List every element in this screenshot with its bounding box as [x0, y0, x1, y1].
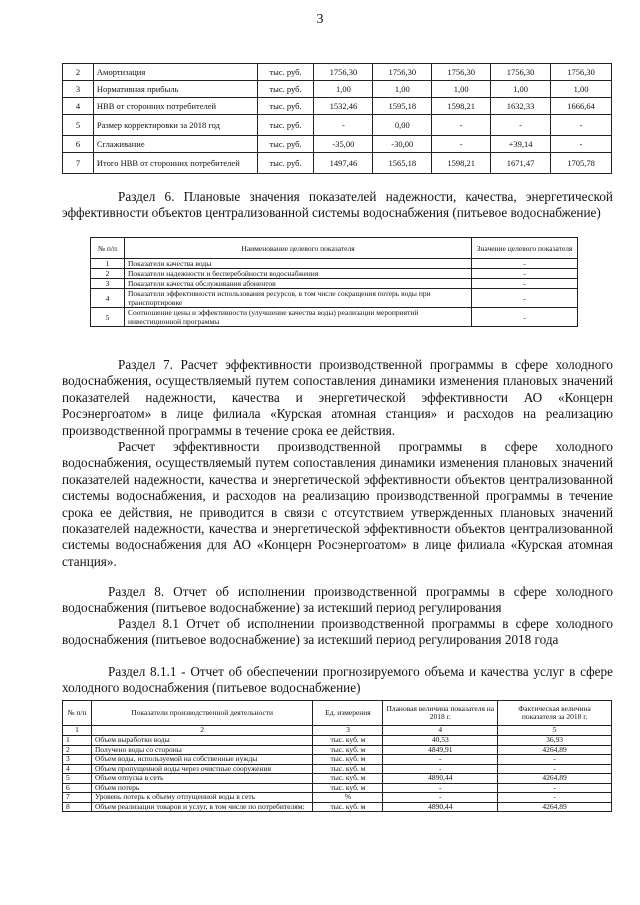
table-row: 2 Получено воды со стороны тыс. куб. м 4849,91 4264,89	[63, 745, 612, 755]
table-header-row: № п/п Наименование целевого показателя Значение целевого показателя	[91, 238, 578, 259]
table-row: 6 Сглаживание тыс. руб. -35,00 -30,00 - +39,14 -	[63, 136, 612, 153]
table-row: 3 Нормативная прибыль тыс. руб. 1,00 1,00 1,00 1,00 1,00	[63, 81, 612, 98]
table-row: 3 Объем воды, используемой на собственные нужды тыс. куб. м - -	[63, 755, 612, 765]
table-row: 8 Объем реализации товаров и услуг, в том числе по потребителям: тыс. куб. м 4890,44 4264,89	[63, 802, 612, 812]
table-row: 4 Показатели эффективности использования ресурсов, в том числе сокращения потерь воды при транспортировке -	[91, 289, 578, 308]
table-row: 5 Размер корректировки за 2018 год тыс. руб. - 0,00 - - -	[63, 115, 612, 136]
table-row: 7 Итого НВВ от сторонних потребителей тыс. руб. 1497,46 1565,18 1598,21 1671,47 1705,78	[63, 153, 612, 174]
section8-1-1-title: Раздел 8.1.1 - Отчет об обеспечении прогнозируемого объема и качества услуг в сфере холодного водоснабжения (питьевое водоснабжение)	[62, 664, 613, 696]
table-row: 1 Показатели качества воды -	[91, 259, 578, 269]
table-row: 3 Показатели качества обслуживания абонентов -	[91, 279, 578, 289]
section8-1-title: Раздел 8.1 Отчет об исполнении производственной программы в сфере холодного водоснабжения (питьевое водоснабжение) за истекший период регулирования 2018 года	[62, 616, 613, 648]
target-indicators-table	[90, 237, 578, 327]
page-number: 3	[316, 12, 324, 27]
table-row: 2 Амортизация тыс. руб. 1756,30 1756,30 1756,30 1756,30 1756,30	[63, 64, 612, 81]
table-header-row: № п/п Показатели производственной деятельности Ед. измерения Плановая величина показателя на 2018 г. Фактическая величина показателя за 2018 г.	[63, 701, 612, 726]
section8-title: Раздел 8. Отчет об исполнении производственной программы в сфере холодного водоснабжения (питьевое водоснабжение) за истекший период регулирования	[62, 584, 613, 616]
table-row: 7 Уровень потерь к объему отпущенной воды в сеть % - -	[63, 793, 612, 803]
table-row: 6 Объем потерь тыс. куб. м - -	[63, 783, 612, 793]
table-row: 5 Объем отпуска в сеть тыс. куб. м 4890,44 4264,89	[63, 774, 612, 784]
section7-paragraph-1: Раздел 7. Расчет эффективности производственной программы в сфере холодного водоснабжения, осуществляемый путем сопоставления динамики изменения плановых значений показателей надежности, качества и энергетической эффективности АО «Концерн Росэнергоатом» в лице филиала «Курская атомная станция» и расходов на реализацию производственной программы в течение срока ее действия.	[62, 357, 613, 438]
production-report-table	[62, 700, 612, 812]
table-row: 4 Объем пропущенной воды через очистные сооружения тыс. куб. м - -	[63, 764, 612, 774]
table-row: 4 НВВ от сторонних потребителей тыс. руб. 1532,46 1595,18 1598,21 1632,33 1666,64	[63, 98, 612, 115]
section6-title: Раздел 6. Плановые значения показателей надежности, качества, энергетической эффективности объектов централизованной системы водоснабжения (питьевое водоснабжение)	[62, 189, 613, 221]
table-row: 5 Соотношение цены и эффективности (улучшение качества воды) реализации мероприятий инвестиционной программы -	[91, 308, 578, 327]
column-index-row: 1 2 3 4 5	[63, 726, 612, 736]
section7-paragraph-2: Расчет эффективности производственной программы в сфере холодного водоснабжения, осуществляемый путем сопоставления динамики изменения плановых значений показателей надежности, качества и энергетической эффективности объектов централизованной системы водоснабжения, и расходов на реализацию производственной программы в течение срока ее действия, не приводится в связи с отсутствием утвержденных плановых значений показателей надежности, качества и энергетической эффективности объектов централизованной системы водоснабжения для АО «Концерн Росэнергоатом» в лице филиала «Курская атомная станция».	[62, 439, 613, 569]
table-row: 2 Показатели надежности и бесперебойности водоснабжения -	[91, 269, 578, 279]
nvv-table	[62, 63, 612, 174]
table-row: 1 Объем выработки воды тыс. куб. м 40,53 36,93	[63, 736, 612, 746]
